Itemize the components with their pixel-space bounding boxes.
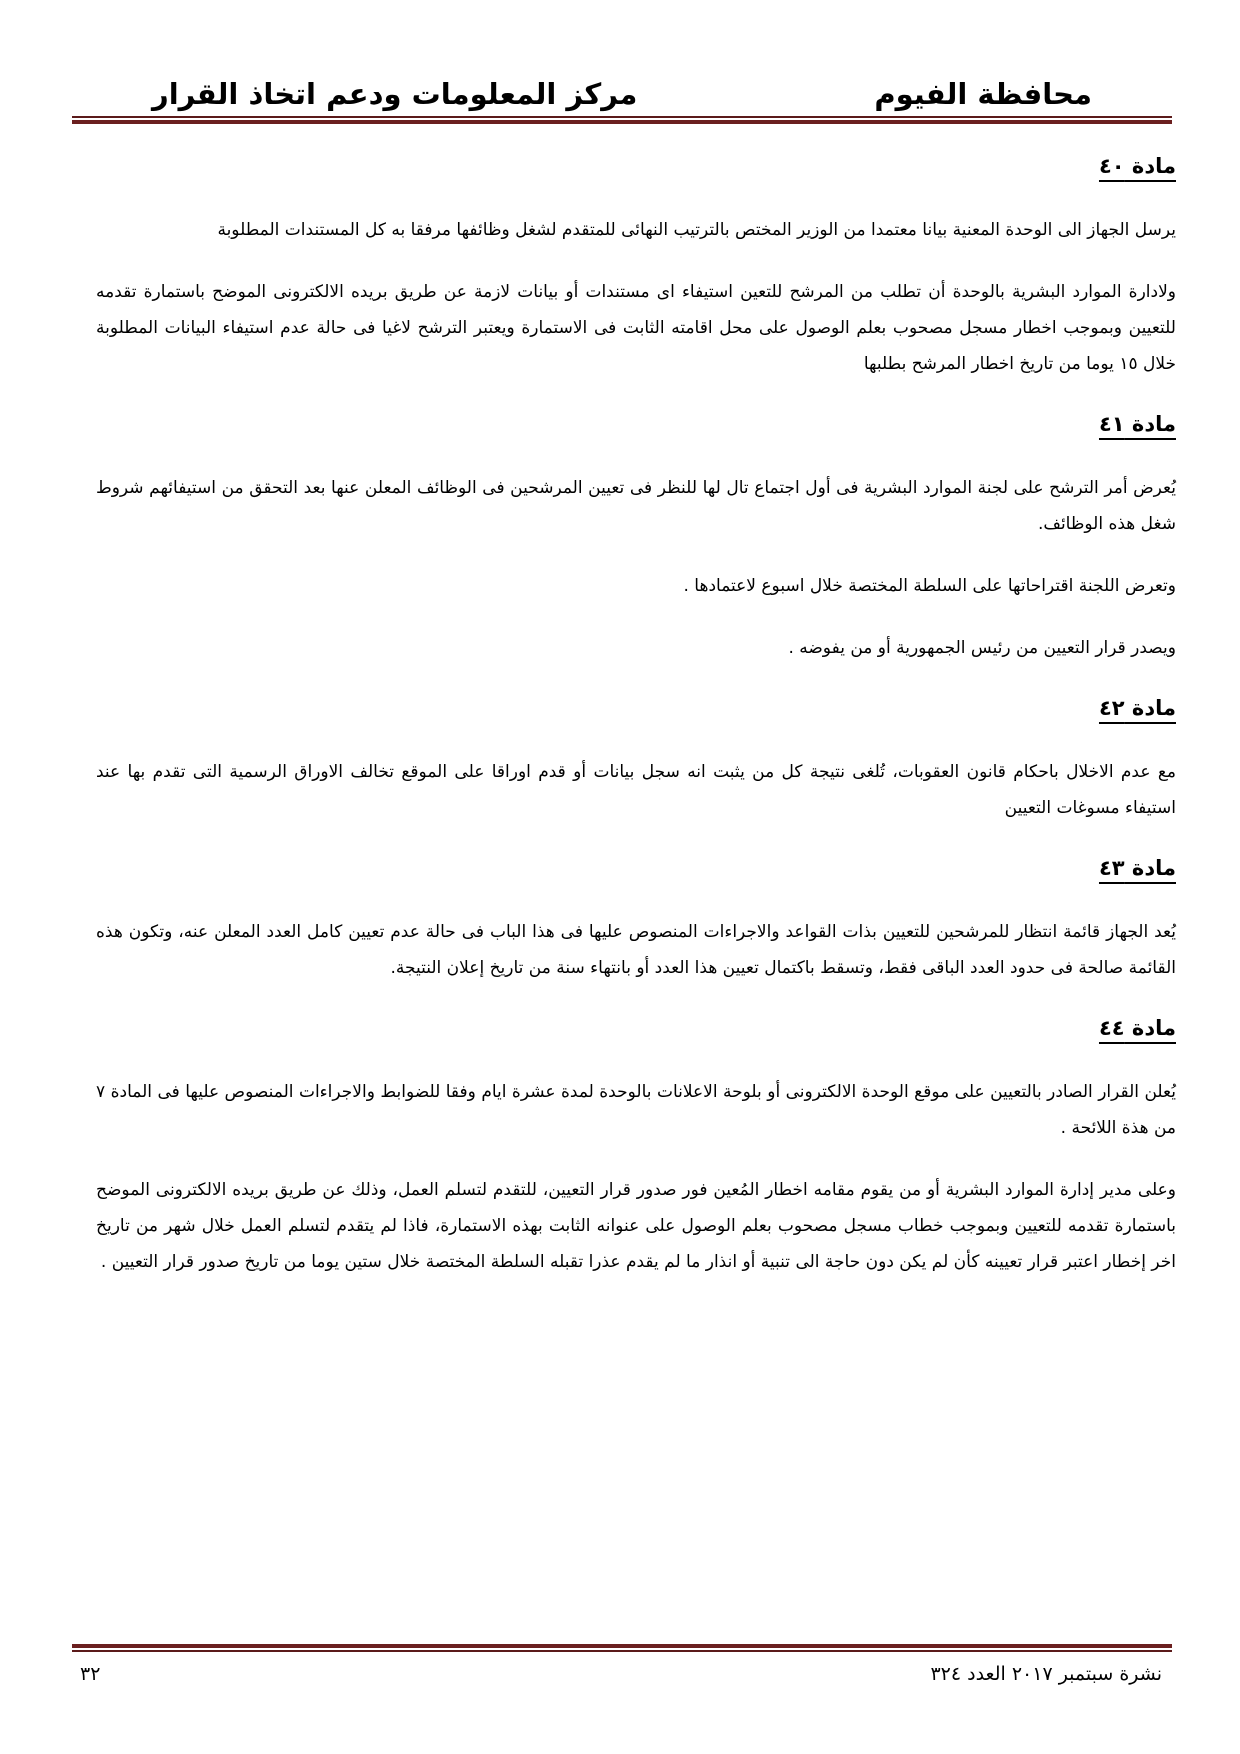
document-body [96, 150, 1176, 1306]
header-rule-thin [72, 116, 1172, 118]
article-40 [96, 150, 1176, 382]
article-44 [96, 1012, 1176, 1280]
article-41 [96, 408, 1176, 666]
article-paragraph: يرسل الجهاز الى الوحدة المعنية بيانا معتمدا من الوزير المختص بالترتيب النهائى للمتقدم لشغل وظائفها مرفقا به كل المستندات المطلوبة [217, 220, 1176, 240]
page-number: ٣٢ [80, 1663, 101, 1685]
header-governorate: محافظة الفيوم [874, 77, 1092, 111]
article-title: مادة ٤٠ [1098, 154, 1176, 178]
header-center-name: مركز المعلومات ودعم اتخاذ القرار [152, 77, 638, 111]
header-rule-thick [72, 120, 1172, 124]
footer-rule-thin [72, 1650, 1172, 1652]
footer-issue: نشرة سبتمبر ٢٠١٧ العدد ٣٢٤ [930, 1663, 1162, 1685]
article-paragraph: يُعلن القرار الصادر بالتعيين على موقع الوحدة الالكترونى أو بلوحة الاعلانات بالوحدة لمدة عشرة ايام وفقا للضوابط والاجراءات المنصوص عليها فى المادة ٧ من هذة اللائحة . [96, 1082, 1176, 1138]
page-footer [72, 1660, 1172, 1700]
article-43 [96, 852, 1176, 986]
article-paragraph: مع عدم الاخلال باحكام قانون العقوبات، تُلغى نتيجة كل من يثبت انه سجل بيانات أو قدم اوراقا على الموقع تخالف الاوراق الرسمية التى تقدم بها عند استيفاء مسوغات التعيين [96, 762, 1176, 818]
article-paragraph: يُعد الجهاز قائمة انتظار للمرشحين للتعيين بذات القواعد والاجراءات المنصوص عليها فى هذا الباب فى حالة عدم تعيين كامل العدد المعلن عنه، وتكون هذه القائمة صالحة فى حدود العدد الباقى فقط، وتسقط باكتمال تعيين هذا العدد أو بانتهاء سنة من تاريخ إعلان النتيجة. [96, 922, 1176, 978]
article-42 [96, 692, 1176, 826]
page-header [72, 70, 1172, 114]
article-title: مادة ٤٤ [1098, 1016, 1176, 1040]
article-paragraph: ولادارة الموارد البشرية بالوحدة أن تطلب من المرشح للتعين استيفاء اى مستندات أو بيانات لازمة عن طريق بريده الالكترونى الموضح باستمارة تقدمه للتعيين وبموجب اخطار مسجل مصحوب بعلم الوصول على محل اقامته الثابت فى الاستمارة ويعتبر الترشح لاغيا فى حالة عدم استيفاء البيانات المطلوبة خلال ١٥ يوما من تاريخ اخطار المرشح بطلبها [96, 282, 1176, 374]
article-paragraph: وعلى مدير إدارة الموارد البشرية أو من يقوم مقامه اخطار المُعين فور صدور قرار التعيين، للتقدم لتسلم العمل، وذلك عن طريق بريده الالكترونى الموضح باستمارة تقدمه للتعيين وبموجب خطاب مسجل مصحوب بعلم الوصول على عنوانه الثابت بهذه الاستمارة، فاذا لم يتقدم لتسلم العمل خلال شهر من تاريخ اخر إخطار اعتبر قرار تعيينه كأن لم يكن دون حاجة الى تنبية أو انذار ما لم يقدم عذرا تقبله السلطة المختصة خلال ستين يوما من تاريخ صدور قرار التعيين . [96, 1180, 1176, 1272]
article-title: مادة ٤٢ [1098, 696, 1176, 720]
footer-rule-thick [72, 1644, 1172, 1648]
article-title: مادة ٤٣ [1098, 856, 1176, 880]
article-paragraph: ويصدر قرار التعيين من رئيس الجمهورية أو من يفوضه . [788, 638, 1176, 658]
article-paragraph: وتعرض اللجنة اقتراحاتها على السلطة المختصة خلال اسبوع لاعتمادها . [683, 576, 1176, 596]
article-title: مادة ٤١ [1098, 412, 1176, 436]
article-paragraph: يُعرض أمر الترشح على لجنة الموارد البشرية فى أول اجتماع تال لها للنظر فى تعيين المرشحين فى الوظائف المعلن عنها بعد التحقق من استيفائهم شروط شغل هذه الوظائف. [96, 478, 1176, 534]
